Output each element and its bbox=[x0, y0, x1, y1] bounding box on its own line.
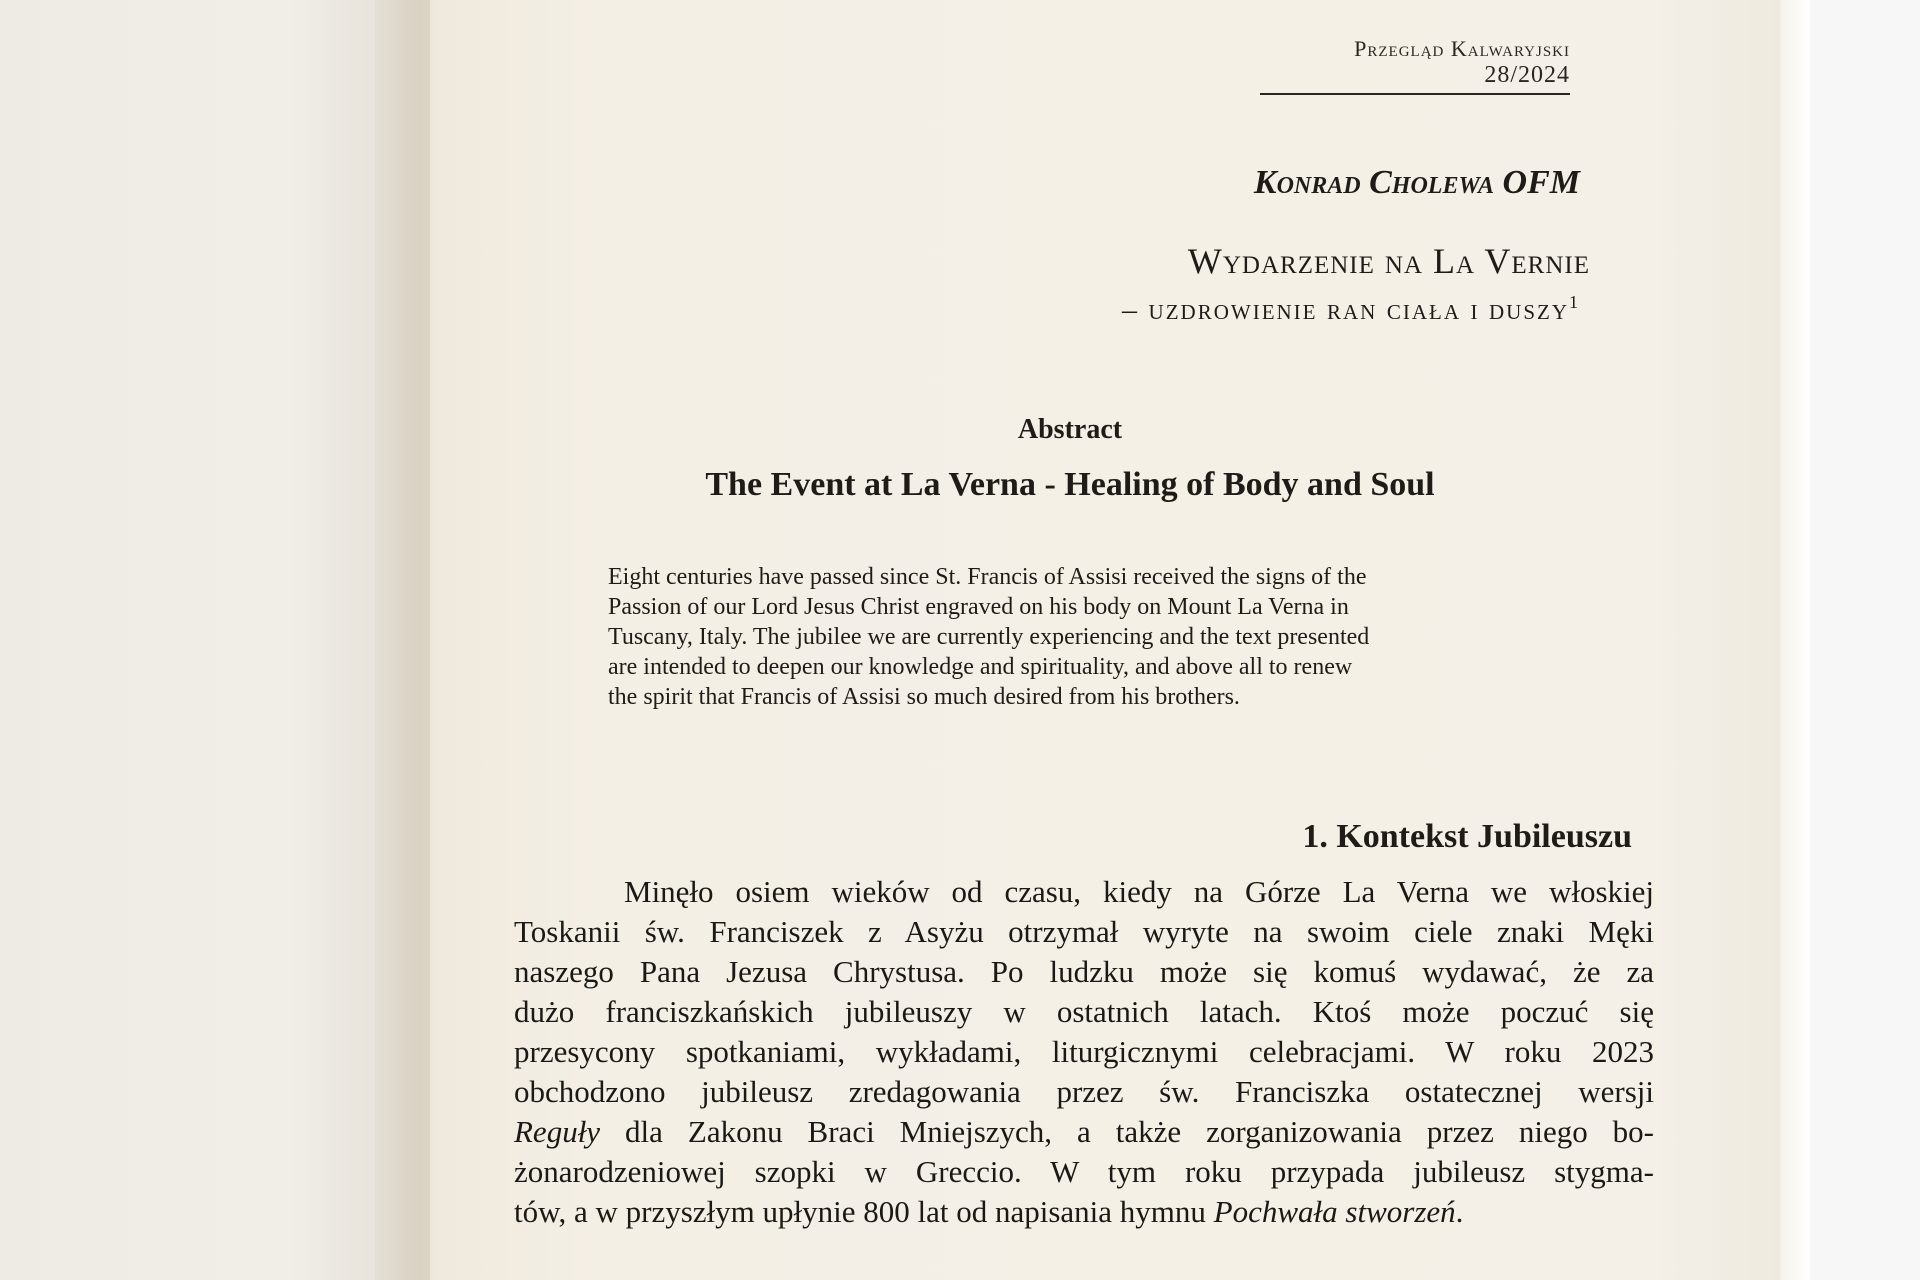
article-author: Konrad Cholewa OFM bbox=[1253, 164, 1580, 201]
abstract-heading: Abstract bbox=[1017, 414, 1123, 445]
abstract-line: Tuscany, Italy. The jubilee we are currently experiencing and the text presented bbox=[608, 624, 1370, 650]
body-line: dużo franciszkańskich jubileuszy w ostatnich latach. Ktoś może poczuć się bbox=[514, 994, 1654, 1029]
body-line: żonarodzeniowej szopki w Greccio. W tym roku przypada jubileusz stygma- bbox=[514, 1154, 1654, 1189]
body-line-text: tów, a w przyszłym upłynie 800 lat od napisania hymnu bbox=[514, 1194, 1214, 1229]
body-line bbox=[514, 1192, 1654, 1232]
abstract-line: the spirit that Francis of Assisi so much desired from his brothers. bbox=[608, 684, 1240, 710]
italic-title-regula: Reguły bbox=[514, 1114, 601, 1149]
abstract-line: Eight centuries have passed since St. Francis of Assisi received the signs of the bbox=[608, 564, 1367, 590]
body-line: przesycony spotkaniami, wykładami, liturgicznymi celebracjami. W roku 2023 bbox=[514, 1034, 1654, 1069]
abstract-line: Passion of our Lord Jesus Christ engraved on his body on Mount La Verna in bbox=[608, 594, 1349, 620]
footnote-mark: 1 bbox=[1569, 292, 1580, 312]
body-line-text: dla Zakonu Braci Mniejszych, a także zorganizowania przez niego bo- bbox=[600, 1114, 1654, 1149]
abstract-body bbox=[608, 562, 1548, 712]
body-line bbox=[514, 1112, 1654, 1152]
journal-name: Przegląd Kalwaryjski bbox=[1354, 36, 1570, 61]
abstract-title: The Event at La Verna - Healing of Body and Soul bbox=[705, 466, 1435, 503]
body-line: Toskanii św. Franciszek z Asyżu otrzymał wyryte na swoim ciele znaki Męki bbox=[514, 914, 1654, 949]
page-stack-edge bbox=[1780, 0, 1810, 1280]
body-line-text: . bbox=[1455, 1194, 1464, 1229]
left-page bbox=[0, 0, 410, 1280]
body-line: Minęło osiem wieków od czasu, kiedy na Górze La Verna we włoskiej bbox=[624, 874, 1654, 909]
journal-issue: 28/2024 bbox=[1260, 62, 1570, 95]
section-heading: 1. Kontekst Jubileuszu bbox=[1302, 818, 1632, 855]
body-line: naszego Pana Jezusa Chrystusa. Po ludzku może się komuś wydawać, że za bbox=[514, 954, 1654, 989]
abstract-line: are intended to deepen our knowledge and spirituality, and above all to renew bbox=[608, 654, 1353, 680]
article-title-line-2-text: – uzdrowienie ran ciała i duszy bbox=[1122, 293, 1569, 326]
section-body bbox=[514, 872, 1654, 1232]
journal-header bbox=[1260, 36, 1570, 95]
article-title-line-1: Wydarzenie na La Vernie bbox=[1187, 241, 1590, 281]
article-title-line-2 bbox=[860, 292, 1580, 327]
table-surface bbox=[1810, 0, 1920, 1280]
body-line: obchodzono jubileusz zredagowania przez św. Franciszka ostatecznej wersji bbox=[514, 1074, 1654, 1109]
italic-title-pochwala: Pochwała stworzeń bbox=[1213, 1194, 1456, 1229]
